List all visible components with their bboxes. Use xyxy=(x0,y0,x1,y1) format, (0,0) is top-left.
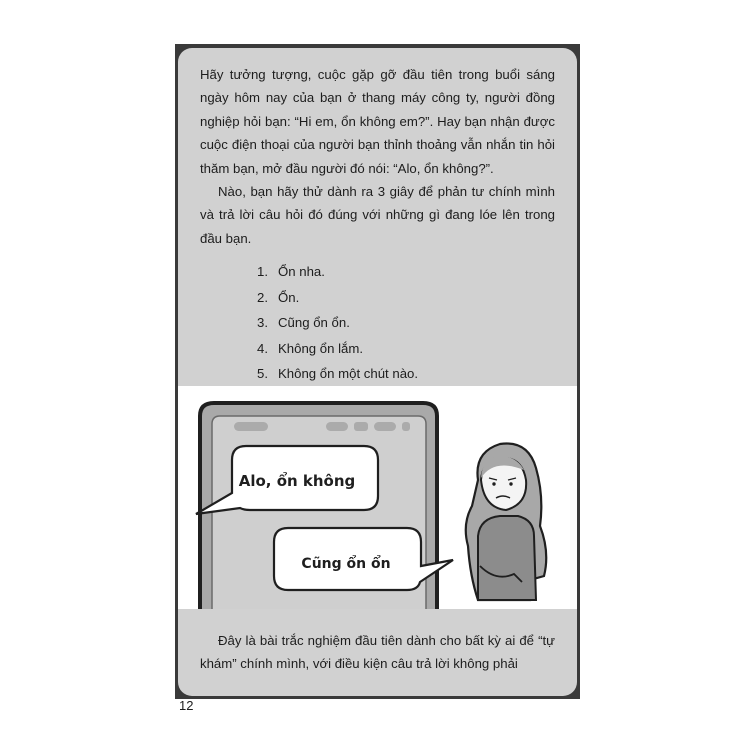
answer-option: 2. Ổn. xyxy=(257,289,300,305)
intro-paragraph-1: Hãy tưởng tượng, cuộc gặp gỡ đầu tiên trong buổi sáng ngày hôm nay của bạn ở thang máy công ty, người đồng nghiệp hỏi bạn: “Hi em, ổn không em?”. Hay bạn nhận được cuộc điện thoại của người bạn thỉnh thoảng vẫn nhắn tin hỏi thăm bạn, mở đầu người đó nói: “Alo, ổn không?”. xyxy=(200,67,555,176)
bubble-call-text: Alo, ổn không xyxy=(238,472,356,490)
page-number: 12 xyxy=(179,698,194,713)
closing-paragraph: Đây là bài trắc nghiệm đầu tiên dành cho bất kỳ ai để “tự khám” chính mình, với điều kiện câu trả lời không phải xyxy=(200,633,555,672)
bubble-reply-text: Cũng ổn ổn xyxy=(301,556,391,572)
answer-options-list xyxy=(200,259,555,387)
illustration xyxy=(178,386,577,609)
intro-paragraph-2: Nào, bạn hãy thử dành ra 3 giây để phản tư chính mình và trả lời câu hỏi đó đúng với những gì đang lóe lên trong đầu bạn. xyxy=(200,184,555,246)
answer-option: 5. Không ổn một chút nào. xyxy=(257,366,419,382)
worried-girl-icon xyxy=(466,444,547,601)
answer-option: 1. Ổn nha. xyxy=(257,264,325,280)
answer-option: 4. Không ổn lắm. xyxy=(257,340,364,356)
answer-option: 3. Cũng ổn ổn. xyxy=(257,315,350,331)
intro-box xyxy=(178,48,577,386)
phone-chat-illustration xyxy=(178,386,577,609)
closing-box xyxy=(178,609,577,696)
